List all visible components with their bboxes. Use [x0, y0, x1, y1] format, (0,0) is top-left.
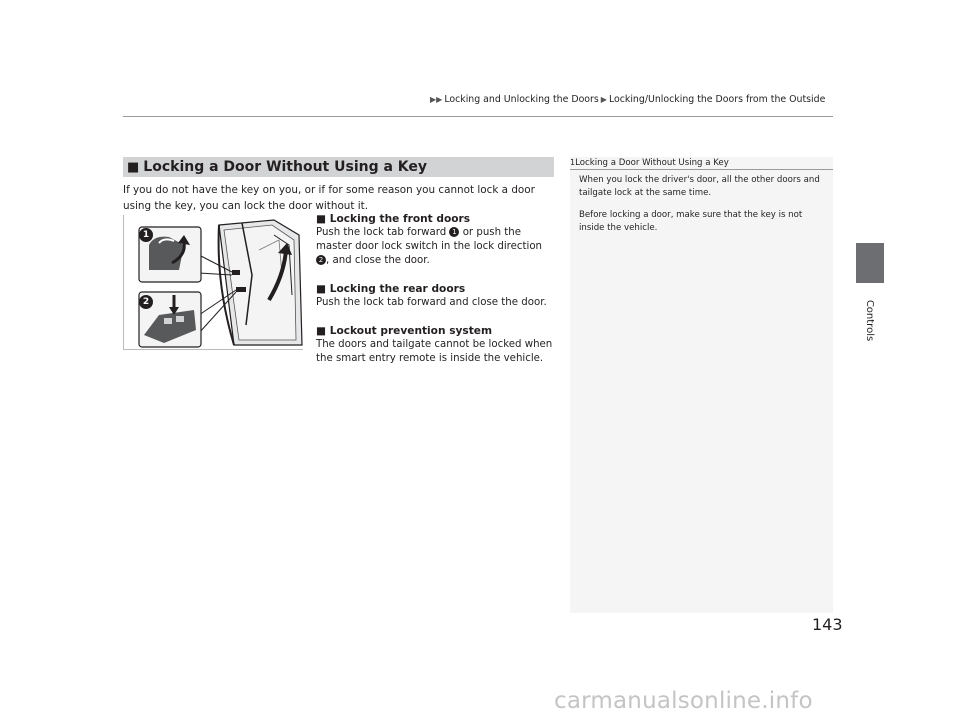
number-2-icon: 2	[316, 255, 326, 265]
breadcrumb-item[interactable]: Locking/Unlocking the Doors from the Outside	[608, 94, 826, 105]
arrow-icon: ▶▶	[430, 95, 443, 104]
arrow-icon: ▶	[600, 95, 607, 104]
breadcrumb-item[interactable]: Locking and Unlocking the Doors	[444, 94, 599, 105]
note-paragraph: When you lock the driver's door, all the other doors and tailgate lock at the same time.	[579, 175, 820, 198]
callout-1: 1	[139, 228, 153, 242]
square-bullet-icon: ■	[316, 325, 327, 337]
header-divider	[123, 116, 833, 117]
lockout-text: The doors and tailgate cannot be locked when the smart entry remote is inside the vehicle.	[316, 339, 553, 364]
note-marker: 1	[570, 158, 576, 167]
callout-2: 2	[139, 295, 153, 309]
section-heading	[123, 157, 554, 177]
watermark: carmanualsonline.info	[554, 688, 813, 714]
intro-paragraph: If you do not have the key on you, or if for some reason you cannot lock a door using the key, you can lock the door without it.	[123, 184, 535, 212]
note-divider	[570, 169, 833, 170]
square-bullet-icon: ■	[316, 213, 327, 225]
door-lock-illustration	[123, 215, 303, 350]
subheading-lockout: ■ Lockout prevention system	[316, 325, 492, 337]
subheading-front-doors: ■ Locking the front doors	[316, 213, 471, 225]
steps-column	[316, 212, 556, 366]
page-number: 143	[812, 615, 843, 634]
chapter-tab[interactable]	[856, 243, 884, 283]
square-bullet-icon: ■	[127, 159, 140, 175]
square-bullet-icon: ■	[316, 283, 327, 295]
number-1-icon: 1	[449, 227, 459, 237]
note-body	[579, 174, 827, 244]
chapter-label: Controls	[864, 299, 876, 341]
rear-doors-text: Push the lock tab forward and close the door.	[316, 297, 547, 308]
section-title: Locking a Door Without Using a Key	[143, 159, 428, 175]
note-title: 1Locking a Door Without Using a Key	[570, 158, 729, 168]
subheading-rear-doors: ■ Locking the rear doors	[316, 283, 466, 295]
front-doors-text: Push the lock tab forward 1 or push the master door lock switch in the lock direction 2 , and close the door.	[316, 227, 543, 266]
breadcrumb	[430, 94, 833, 105]
note-paragraph: Before locking a door, make sure that the key is not inside the vehicle.	[579, 210, 803, 233]
